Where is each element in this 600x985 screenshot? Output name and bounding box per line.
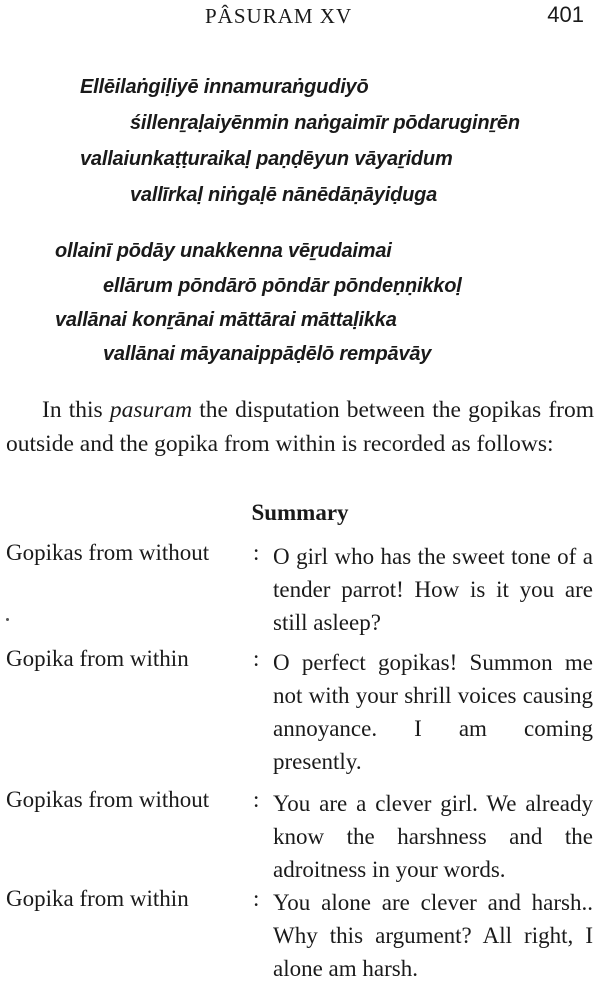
verse-line: vallīrkaḷ niṅgaḷē nānēdāṇāyiḍuga <box>130 184 438 206</box>
dialogue-text: O girl who has the sweet tone of a tender parrot! How is it you are still asleep? <box>273 544 593 635</box>
separator-colon: : <box>253 787 260 812</box>
verse-line: vallaiunkaṭṭuraikaḷ paṇḍēyun vāyaṟidum <box>80 148 453 170</box>
speaker-label: Gopikas from without <box>6 787 210 812</box>
verse-line: ellārum pōndārō pōndār pōndeṇṇikkoḷ <box>103 275 462 297</box>
verse-line: vallānai konṟānai māttārai māttaḷikka <box>55 309 397 331</box>
intro-italic-term: pasuram <box>109 397 193 423</box>
intro-paragraph <box>6 393 594 461</box>
summary-heading: Summary <box>251 500 349 525</box>
page-number: 401 <box>547 2 584 27</box>
speaker-label: Gopika from within <box>6 646 189 671</box>
dialogue-text: You alone are clever and harsh.. Why this argument? All right, I alone am harsh. <box>273 890 593 981</box>
separator-colon: : <box>253 540 260 565</box>
scan-speck <box>6 618 9 621</box>
dialogue-text: O perfect gopikas! Summon me not with your shrill voices causing annoyance. I am coming presently. <box>273 650 593 774</box>
speaker-label: Gopikas from without <box>6 540 210 565</box>
dialogue-text: You are a clever girl. We already know the harshness and the adroitness in your words. <box>273 791 593 882</box>
intro-text: In this <box>42 397 110 423</box>
page-title: PÂSURAM XV <box>205 4 353 28</box>
speaker-label: Gopika from within <box>6 886 189 911</box>
verse-line: vallānai māyanaippāḍēlō rempāvāy <box>103 343 432 365</box>
separator-colon: : <box>253 886 260 911</box>
page-header <box>0 0 600 34</box>
verse-line: Ellēilaṅgiḷiyē innamuraṅgudiyō <box>80 76 369 98</box>
verse-line: ollainī pōdāy unakkenna vēṟudaimai <box>55 240 392 262</box>
separator-colon: : <box>253 646 260 671</box>
verse-line: śillenṟaḷaiyēnmin naṅgaimīr pōdaruginṟēn <box>130 112 520 134</box>
intro-text: the disputation between the gopikas from outside and the gopika from within is recorded as follows: <box>6 397 595 457</box>
